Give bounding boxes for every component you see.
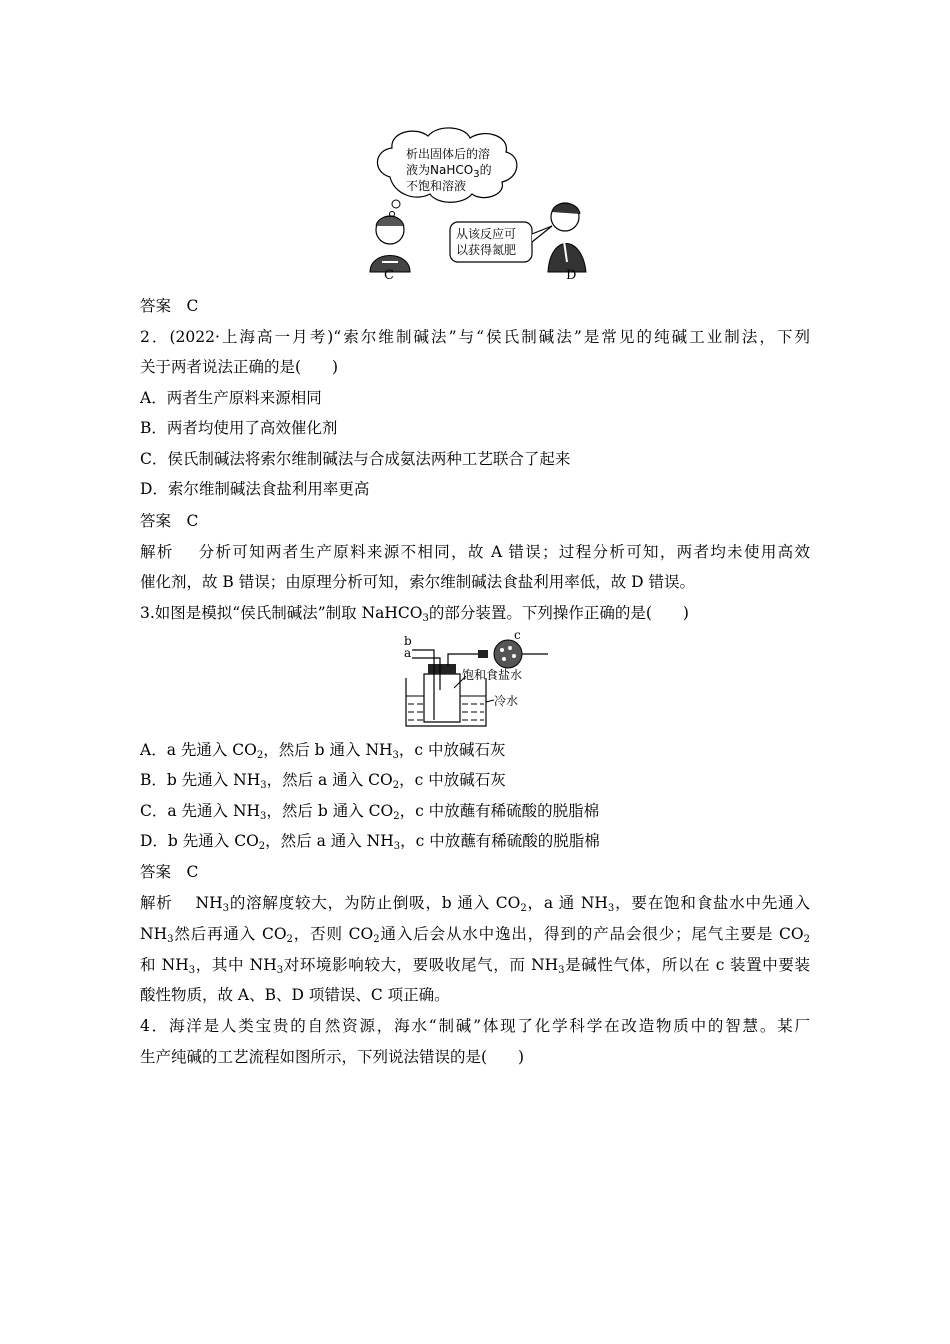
q2-option-a: A．两者生产原料来源相同 [140, 389, 322, 407]
speech-box-text [456, 226, 516, 258]
q2-stem-line-2: 关于两者说法正确的是( ) [140, 358, 339, 376]
apparatus-label-c: c [514, 628, 521, 642]
q3-answer: 答案 C [140, 863, 199, 881]
bubble-line-3: 不饱和溶液 [406, 179, 467, 193]
apparatus-label-saltwater: 饱和食盐水 [462, 668, 523, 682]
bubble-line-2: 液为NaHCO$_3$的 [406, 163, 492, 180]
q2-option-d: D．索尔维制碱法食盐利用率更高 [140, 480, 370, 498]
q2-analysis-line-2: 催化剂，故 B 错误；由原理分析可知，索尔维制碱法食盐利用率低，故 D 错误。 [140, 573, 696, 591]
q2-answer: 答案 C [140, 512, 199, 530]
q2-stem-line-1: 2．(2022·上海高一月考)“索尔维制碱法”与“侯氏制碱法”是常见的纯碱工业制法，下列 [140, 328, 810, 346]
q2-option-c: C．侯氏制碱法将索尔维制碱法与合成氨法两种工艺联合了起来 [140, 450, 571, 468]
thought-bubble-text [406, 146, 492, 194]
apparatus-label-coldwater: 冷水 [494, 694, 519, 708]
answer-1: 答案 C [140, 297, 199, 315]
q3-stem: 3.如图是模拟“侯氏制碱法”制取 NaHCO$_3$的部分装置。下列操作正确的是( ) [140, 604, 689, 624]
q3-option-d: D．b 先通入 $CO_2$，然后 a 通入 $NH_3$，c 中放蘸有稀硫酸的脱脂棉 [140, 832, 600, 852]
figure-label-c: C [384, 268, 394, 283]
q2-analysis-line-1: 解析 分析可知两者生产原料来源不相同，故 A 错误；过程分析可知，两者均未使用高效 [140, 543, 810, 561]
q3-analysis-line-4: 酸性物质，故 A、B、D 项错误、C 项正确。 [140, 986, 450, 1004]
q3-analysis-line-1: 解析 $NH_3$的溶解度较大，为防止倒吸，b 通入 $CO_2$，a 通 $NH_3$，要在饱和食盐水中先通入 [140, 894, 810, 914]
speech-line-2: 以获得氮肥 [456, 243, 517, 257]
cartoon-figure [360, 122, 600, 287]
q4-stem-line-1: 4．海洋是人类宝贵的自然资源，海水“制碱”体现了化学科学在改造物质中的智慧。某厂 [140, 1017, 810, 1035]
q4-stem-line-2: 生产纯碱的工艺流程如图所示，下列说法错误的是( ) [140, 1048, 525, 1066]
q3-option-c: C．a 先通入 $NH_3$，然后 b 通入 $CO_2$，c 中放蘸有稀硫酸的脱脂棉 [140, 802, 600, 822]
apparatus-label-a: a [404, 646, 412, 660]
apparatus-figure [398, 630, 558, 730]
q2-option-b: B．两者均使用了高效催化剂 [140, 419, 338, 437]
apparatus-label-b: b [404, 634, 412, 648]
speech-line-1: 从该反应可 [456, 227, 517, 241]
q3-option-a: A．a 先通入 $CO_2$，然后 b 通入 $NH_3$，c 中放碱石灰 [140, 741, 506, 761]
bubble-line-1: 析出固体后的溶 [406, 147, 491, 161]
q3-option-b: B．b 先通入 $NH_3$，然后 a 通入 $CO_2$，c 中放碱石灰 [140, 771, 506, 791]
q3-analysis-line-2: $NH_3$然后再通入 $CO_2$，否则 $CO_2$通入后会从水中逸出，得到的产品会很少；尾气主要是 $CO_2$ [140, 925, 810, 945]
figure-label-d: D [566, 268, 577, 283]
q3-analysis-line-3: 和 $NH_3$，其中 $NH_3$对环境影响较大，要吸收尾气，而 $NH_3$是碱性气体，所以在 c 装置中要装 [140, 956, 810, 976]
